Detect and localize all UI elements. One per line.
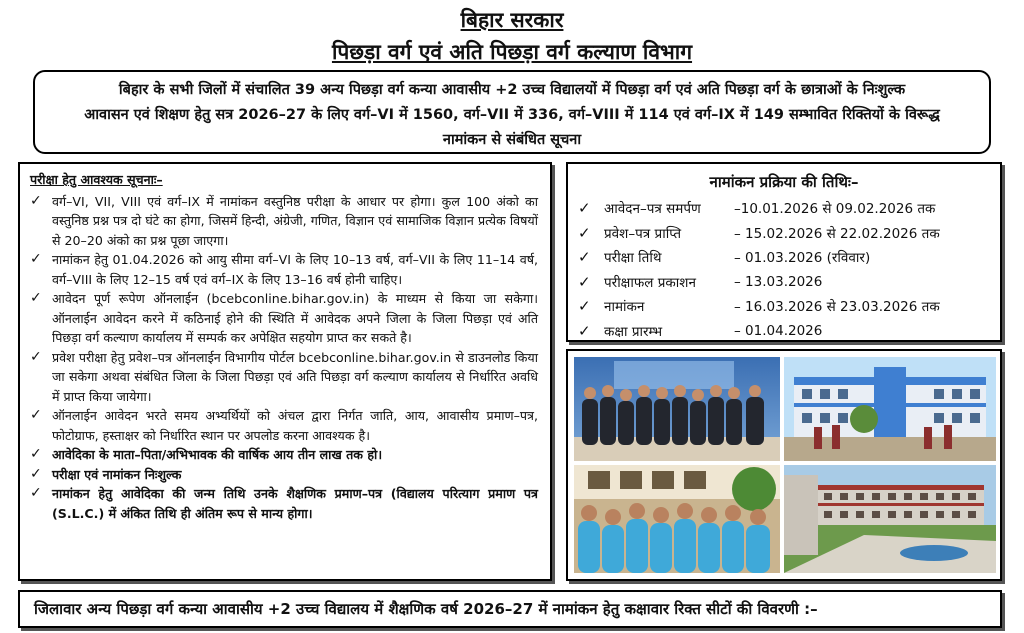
instruction-item xyxy=(30,289,538,348)
campus-aerial-image xyxy=(784,465,996,573)
instruction-item xyxy=(30,406,538,445)
date-row xyxy=(578,221,990,246)
instruction-text: परीक्षा एवं नामांकन निःशुल्क xyxy=(52,466,182,482)
instruction-text: वर्ग–VI, VII, VIII एवं वर्ग–IX में नामांकन वस्तुनिष्ठ परीक्षा के आधार पर होगा। कुल 100 अंको का वस्तुनिष्ठ प्रश्न पत्र दो घंटे का होगा, जिसमें हिन्दी, अंग्रेजी, गणित, विज्ञान एवं सामाजिक विज्ञान प्रत्येक विषयों से 20–20 अंको का प्रश्न पूछा जाएगा। xyxy=(52,193,538,248)
date-row xyxy=(578,245,990,270)
campus-aerial-photo xyxy=(784,465,996,573)
instruction-item xyxy=(30,465,538,485)
vacancy-details-heading: जिलावार अन्य पिछड़ा वर्ग कन्या आवासीय +2 उच्च विद्यालय में शैक्षणिक वर्ष 2026–27 में नामांकन हेतु कक्षावार रिक्त सीटों की विवरणी :– xyxy=(18,590,1002,628)
date-label: प्रवेश–पत्र प्राप्ति xyxy=(604,225,682,242)
date-row xyxy=(578,294,990,319)
instruction-item xyxy=(30,445,538,465)
instruction-item xyxy=(30,484,538,523)
instruction-text: ऑनलाईन आवेदन भरते समय अभ्यर्थियों को अंचल द्वारा निर्गत जाति, आय, आवासीय प्रमाण–पत्र, फोटोग्राफ, हस्ताक्षर को निर्धारित स्थान पर अपलोड करना आवश्यक है। xyxy=(52,408,538,443)
check-icon: ✓ xyxy=(578,272,591,291)
check-icon: ✓ xyxy=(578,199,591,218)
government-title: बिहार सरकार xyxy=(460,8,564,32)
check-icon: ✓ xyxy=(578,297,591,316)
department-title: पिछड़ा वर्ग एवं अति पिछड़ा वर्ग कल्याण विभाग xyxy=(331,40,693,64)
check-icon: ✓ xyxy=(578,248,591,267)
students-celebration-image xyxy=(574,465,780,573)
date-value: – 01.04.2026 xyxy=(734,322,823,339)
date-row xyxy=(578,196,990,221)
check-icon: ✓ xyxy=(30,348,42,365)
date-label: आवेदन–पत्र समर्पण xyxy=(604,201,701,218)
check-icon: ✓ xyxy=(578,321,591,340)
dates-title: नामांकन प्रक्रिया की तिथिः– xyxy=(709,173,859,191)
date-label: कक्षा प्रारम्भ xyxy=(604,323,663,340)
date-value: – 13.03.2026 xyxy=(734,273,823,290)
date-value: – 16.03.2026 से 23.03.2026 तक xyxy=(734,299,940,316)
date-value: – 15.02.2026 से 22.02.2026 तक xyxy=(734,225,940,242)
students-celebration-photo xyxy=(574,465,780,573)
instruction-text: आवेदन पूर्ण रूपेण ऑनलाईन (bcebconline.bihar.gov.in) के माध्यम से किया जा सकेगा। ऑनलाईन आवेदन करने में कठिनाई होने की स्थिति में आवेदक अपने जिला के जिला पिछड़ा एवं अति पिछड़ा वर्ग कल्याण कार्यालय में सम्पर्क कर अपेक्षित सहयोग प्राप्त कर सकते है। xyxy=(52,291,538,345)
instruction-item xyxy=(30,348,538,407)
instruction-text: प्रवेश परीक्षा हेतु प्रवेश–पत्र ऑनलाईन विभागीय पोर्टल bcebconline.bihar.gov.in से डाउनलोड किया जा सकेगा अथवा संबंधित जिला के जिला पिछड़ा एवं अति पिछड़ा वर्ग कल्याण कार्यालय से निर्धारित अवधि में प्राप्त किया जायेगा। xyxy=(52,349,538,404)
notice-line-1: बिहार के सभी जिलों में संचालित 39 अन्य पिछड़ा वर्ग कन्या आवासीय +2 उच्च विद्यालयों में पिछड़ा वर्ग एवं अति पिछड़ा वर्ग के छात्राओं के निःशुल्क xyxy=(118,82,906,98)
date-value: –10.01.2026 से 09.02.2026 तक xyxy=(734,201,936,218)
school-building-photo xyxy=(784,357,996,461)
photo-collage xyxy=(566,349,1002,581)
school-building-image xyxy=(784,357,996,461)
date-value: – 01.03.2026 (रविवार) xyxy=(734,250,871,267)
date-row xyxy=(578,319,990,344)
instructions-title: परीक्षा हेतु आवश्यक सूचनाः– xyxy=(30,172,163,187)
notice-line-2: आवासन एवं शिक्षण हेतु सत्र 2026–27 के लिए वर्ग–VI में 1560, वर्ग–VII में 336, वर्ग–VIII में 114 एवं वर्ग–IX में 149 सम्भावित रिक्तियों के विरूद्ध xyxy=(84,107,940,123)
students-group-image xyxy=(574,357,780,461)
check-icon: ✓ xyxy=(578,223,591,242)
check-icon: ✓ xyxy=(30,407,42,423)
admission-dates-box xyxy=(566,162,1002,342)
instruction-text: नामांकन हेतु आवेदिका की जन्म तिथि उनके शैक्षणिक प्रमाण–पत्र (विद्यालय परित्याग प्रमाण पत्र (S.L.C.) में अंकित तिथि ही अंतिम रूप से मान्य होगा। xyxy=(52,486,538,521)
instruction-text: नामांकन हेतु 01.04.2026 को आयु सीमा वर्ग–VI के लिए 10–13 वर्ष, वर्ग–VII के लिए 11–14 वर्ष, वर्ग–VIII के लिए 12–15 वर्ष एवं वर्ग–IX के लिए 13–16 वर्ष होनी चाहिए। xyxy=(52,252,538,287)
check-icon: ✓ xyxy=(30,465,42,482)
instruction-text: आवेदिका के माता–पिता/अभिभावक की वार्षिक आय तीन लाख तक हो। xyxy=(52,447,383,462)
instruction-item xyxy=(30,250,538,289)
date-label: नामांकन xyxy=(604,299,645,316)
check-icon: ✓ xyxy=(30,192,42,209)
notice-line-3: नामांकन से संबंधित सूचना xyxy=(442,132,582,148)
exam-instructions-box xyxy=(18,162,552,581)
date-label: परीक्षा तिथि xyxy=(604,250,662,267)
check-icon: ✓ xyxy=(30,290,42,306)
date-label: परीक्षाफल प्रकाशन xyxy=(604,274,696,291)
date-row xyxy=(578,270,990,295)
notice-box xyxy=(33,70,991,154)
check-icon: ✓ xyxy=(30,485,42,501)
instruction-item xyxy=(30,192,538,251)
students-group-photo xyxy=(574,357,780,461)
check-icon: ✓ xyxy=(30,446,42,462)
check-icon: ✓ xyxy=(30,251,42,267)
